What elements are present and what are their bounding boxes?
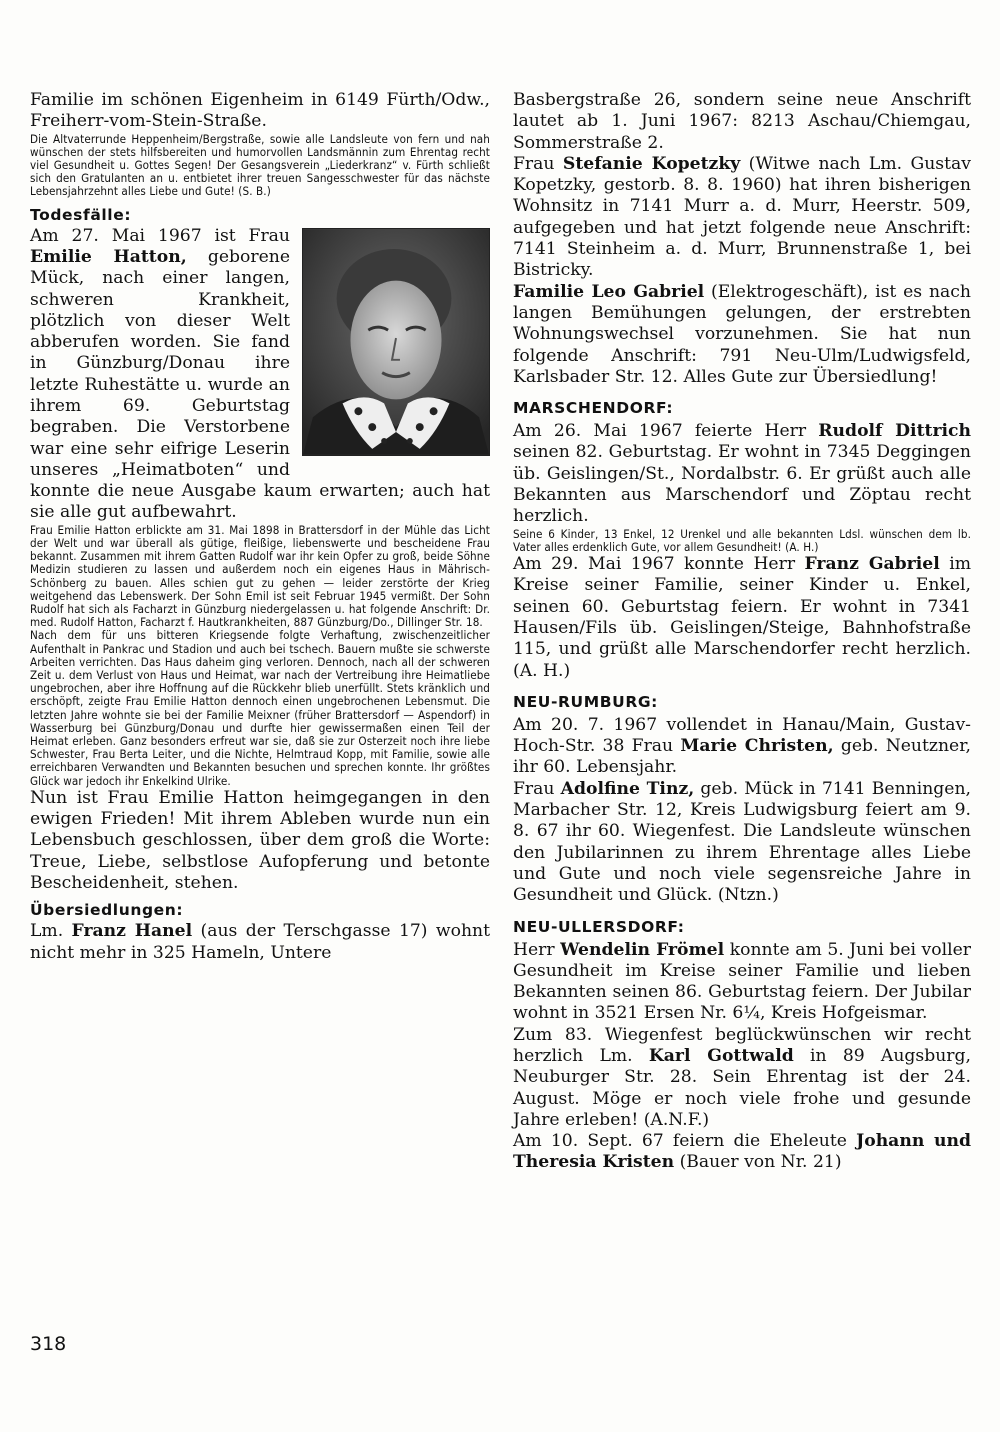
neu-rumburg-heading: NEU-RUMBURG: [513, 692, 658, 711]
kristen-paragraph: Am 10. Sept. 67 feiern die Eheleute Johann und Theresia Kristen (Bauer von Nr. 21) [513, 1131, 972, 1173]
portrait-image [302, 228, 490, 456]
dittrich-name: Rudolf Dittrich [818, 421, 972, 442]
tinz-name: Adolfine Tinz, [560, 778, 695, 799]
gabriel-paragraph: Familie Leo Gabriel (Elektrogeschäft), ist es nach langen Bemühungen gelungen, der erstrebten Wohnungswechsel vorzunehmen. Sie hat nun folgende Anschrift: 791 Neu-Ulm/Ludwigsfeld, Karlsbader Str. 12. Alles Gute zur Übersiedlung! [513, 281, 971, 387]
hanel-paragraph: Lm. Franz Hanel (aus der Terschgasse 17) wohnt nicht mehr in 325 Hameln, Untere [30, 921, 490, 963]
left-column [30, 90, 490, 964]
froemel-paragraph: Herr Wendelin Frömel konnte am 5. Juni bei voller Gesundheit im Kreise seiner Familie und lieben Bekannten seinen 86. Geburtstag feiern. Der Jubilar wohnt in 3521 Ersen Nr. 6¼, Kreis Hofgeismar. [513, 939, 971, 1024]
dittrich-paragraph: Am 26. Mai 1967 feierte Herr Rudolf Dittrich seinen 82. Geburtstag. Er wohnt in 7345 Deggingen üb. Geislingen/St., Nordalbstr. 6. Er grüßt auch alle Bekannten aus Marschendorf und Zöptau recht herzlich. [513, 421, 972, 527]
dittrich-small-text: Seine 6 Kinder, 13 Enkel, 12 Urenkel und alle bekannten Ldsl. wünschen dem lb. Vater alles erdenklich Gute, vor allem Gesundheit! (A. H.) [513, 526, 971, 554]
gabriel-name: Familie Leo Gabriel [513, 281, 705, 302]
uebersiedlungen-heading: Übersiedlungen: [30, 901, 184, 920]
christen-name: Marie Christen, [680, 736, 834, 757]
right-column [513, 90, 971, 1174]
hanel-continuation: Basbergstraße 26, sondern seine neue Anschrift lautet ab 1. Juni 1967: 8213 Aschau/Chiemgau, Sommerstraße 2. [513, 90, 971, 153]
franz-gabriel-name: Franz Gabriel [804, 554, 940, 575]
marschendorf-heading: MARSCHENDORF: [513, 399, 674, 418]
hanel-name: Franz Hanel [71, 921, 193, 942]
froemel-name: Wendelin Frömel [560, 939, 725, 960]
intro-text: Familie im schönen Eigenheim in 6149 Fürth/Odw., Freiherr-vom-Stein-Straße. [30, 90, 490, 132]
kopetzky-paragraph: Frau Stefanie Kopetzky (Witwe nach Lm. Gustav Kopetzky, gestorb. 8. 8. 1960) hat ihren bisherigen Wohnsitz in 7141 Murr a. d. Murr, Heerstr. 509, aufgegeben und hat jetzt folgende neue Anschrift: 7141 Steinheim a. d. Murr, Brunnenstraße 1, bei Bistricky. [513, 153, 971, 281]
hatton-paragraph: Am 27. Mai 1967 ist Frau Emilie Hatton, geborene Mück, nach einer langen, schweren Krankheit, plötzlich von dieser Welt abberufen worden. Sie fand in Günzburg/Donau ihre letzte Ruhestätte u. wurde an ihrem 69. Geburtstag begraben. Die Verstorbene war eine sehr eifrige Leserin unseres „Heimatboten“ und konnte die neue Ausgabe kaum erwarten; auch hat sie alle gut aufbewahrt. [30, 225, 490, 523]
page-number: 318 [30, 1333, 67, 1355]
intro-small-text: Die Altvaterrunde Heppenheim/Bergstraße, sowie alle Landsleute von fern und nah wünschen der stets hilfsbereiten und humorvollen Landsmännin zum Ehrentag recht viel Gesundheit u. Gottes Segen! Der Gesangsverein „Liederkranz“ v. Fürth schließt sich den Gratulanten an u. entbietet ihrer treuen Sangesschwester für das nächste Lebensjahrzehnt alles Liebe und Gute! (S. B.) [30, 131, 490, 199]
todesfaelle-heading: Todesfälle: [30, 205, 132, 224]
christen-paragraph: Am 20. 7. 1967 vollendet in Hanau/Main, Gustav-Hoch-Str. 38 Frau Marie Christen, geb. Neutzner, ihr 60. Lebensjahr. [513, 714, 971, 778]
hatton-name: Emilie Hatton, [30, 246, 187, 267]
neu-ullersdorf-heading: NEU-ULLERSDORF: [513, 917, 685, 936]
portrait-photo [302, 228, 490, 456]
hatton-detail-2: Nach dem für uns bitteren Kriegsende folgte Verhaftung, zwischenzeitlicher Aufenthalt in Pankrac und Stadion und auch bei tschech. Bauern mußte sie schwerste Arbeiten verrichten. Das Haus daheim ging verloren. Dennoch, nach all der schweren Zeit u. dem Verlust von Haus und Heimat, war nach der Vertreibung ihre Heimatliebe ungebrochen, aber ihre Hoffnung auf die Rückkehr blieb unerfüllt. Stets kränklich und erschöpft, zeigte Frau Emilie Hatton dennoch einen ungebrochenen Lebensmut. Die letzten Jahre wohnte sie bei der Familie Meixner (früher Brattersdorf — Aspendorf) in Wasserburg bei Günzburg/Donau und durfte hier gewissermaßen einen Teil der Heimat erleben. Ganz besonders erfreut war sie, daß sie zur Osterzeit noch ihre liebe Schwester, Frau Berta Leiter, und die Nichte, Helmtraud Kopp, mit Familie, sowie alle erreichbaren Verwandten und Bekannten besuchen und sprechen konnte. Ihr größtes Glück war jedoch ihr Enkelkind Ulrike. [30, 628, 490, 788]
tinz-paragraph: Frau Adolfine Tinz, geb. Mück in 7141 Benningen, Marbacher Str. 12, Kreis Ludwigsburg feiert am 9. 8. 67 ihr 60. Wiegenfest. Die Landsleute wünschen den Jubilarinnen zu ihrem Ehrentage alles Liebe und Gute und noch viele segensreiche Jahre in Gesundheit und Glück. (Ntzn.) [513, 778, 972, 906]
hatton-detail-1: Frau Emilie Hatton erblickte am 31. Mai 1898 in Brattersdorf in der Mühle das Licht der Welt und war überall als gütige, fleißige, liebenswerte und bescheidene Frau bekannt. Zusammen mit ihrem Gatten Rudolf war ihr kein Opfer zu groß, beide Söhne Medizin studieren zu lassen und außerdem noch ein eigenes Haus in Mährisch-Schönberg zu bauen. Alles schien gut zu gehen — leider zerstörte der Krieg weitgehend das Lebenswerk. Der Sohn Emil ist seit Februar 1945 vermißt. Der Sohn Rudolf hat sich als Facharzt in Günzburg niedergelassen u. hat folgende Anschrift: Dr. med. Rudolf Hatton, Facharzt f. Hautkrankheiten, 887 Günzburg/Do., Dillinger Str. 18. [30, 522, 490, 630]
kopetzky-name: Stefanie Kopetzky [562, 153, 741, 174]
gottwald-paragraph: Zum 83. Wiegenfest beglückwünschen wir recht herzlich Lm. Karl Gottwald in 89 Augsburg, Neuburger Str. 28. Sein Ehrentag ist der 24. August. Möge er noch viele frohe und gesunde Jahre erleben! (A.N.F.) [513, 1024, 971, 1130]
franz-gabriel-paragraph: Am 29. Mai 1967 konnte Herr Franz Gabriel im Kreise seiner Familie, seiner Kinder u. Enkel, seinen 60. Geburtstag feiern. Er wohnt in 7341 Hausen/Fils üb. Geislingen/Steige, Bahnhofstraße 115, und grüßt alle Marschendorfer recht herzlich. (A. H.) [513, 554, 971, 681]
hatton-closing: Nun ist Frau Emilie Hatton heimgegangen in den ewigen Frieden! Mit ihrem Ableben wurde nun ein Lebensbuch geschlossen, über dem groß die Worte: Treue, Liebe, selbstlose Aufopferung und betonte Bescheidenheit, stehen. [30, 787, 490, 894]
gottwald-name: Karl Gottwald [648, 1045, 794, 1066]
kristen-name: Johann und Theresia Kristen [513, 1131, 972, 1173]
